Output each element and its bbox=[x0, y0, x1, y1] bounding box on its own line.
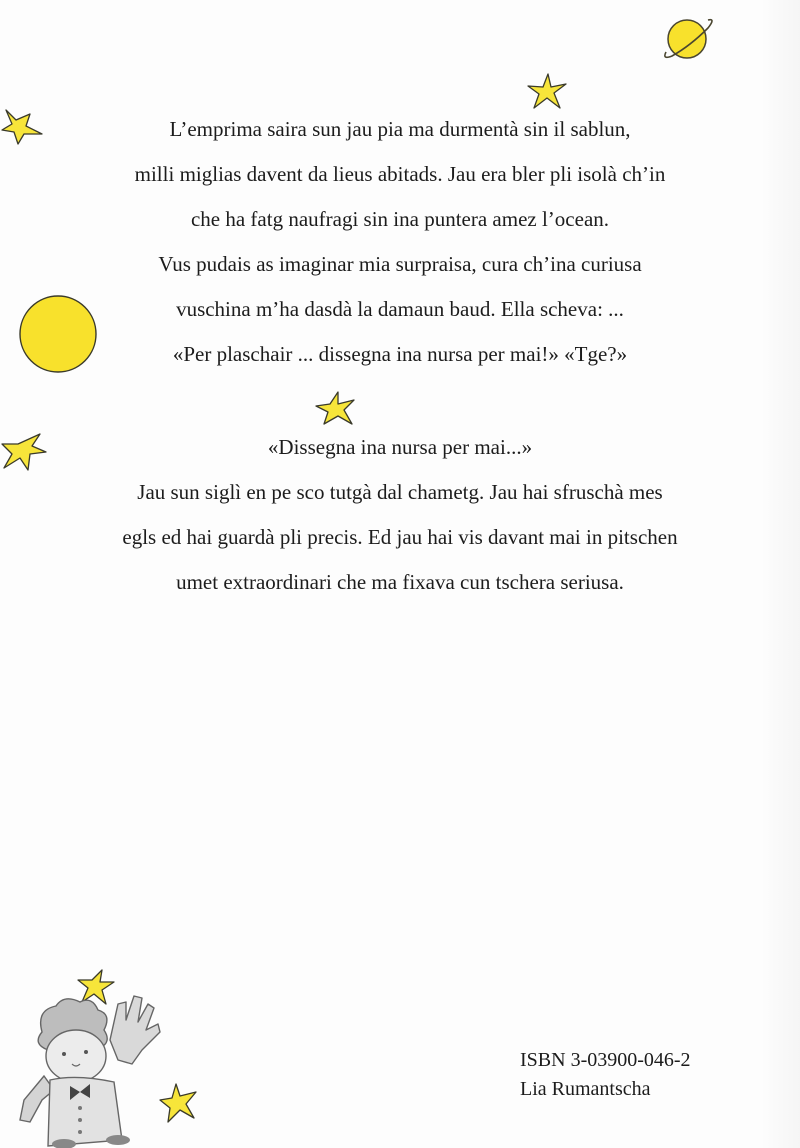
text-line: «Per plaschair ... dissegna ina nursa per mai!» «Tge?» bbox=[172, 342, 628, 366]
text-line: milli miglias davent da lieus abitads. Jau era bler pli isolà ch’in bbox=[134, 162, 666, 186]
text-line: che ha fatg naufragi sin ina puntera amez l’ocean. bbox=[190, 207, 610, 231]
text-line: L’emprima saira sun jau pia ma durmentà sin il sablun, bbox=[169, 117, 631, 141]
text-line: vuschina m’ha dasdà la damaun baud. Ella scheva: ... bbox=[176, 297, 624, 321]
star-icon bbox=[526, 72, 570, 112]
publication-info bbox=[520, 1046, 691, 1104]
text-line: egls ed hai guardà pli precis. Ed jau hai vis davant mai in pitschen bbox=[122, 525, 678, 549]
isbn-number: ISBN 3-03900-046-2 bbox=[520, 1049, 691, 1071]
text-line: umet extraordinari che ma fixava cun tschera seriusa. bbox=[176, 570, 624, 594]
star-icon bbox=[314, 390, 358, 428]
story-paragraph-1 bbox=[0, 107, 800, 377]
text-line: Vus pudais as imaginar mia surpraisa, cura ch’ina curiusa bbox=[158, 252, 642, 276]
story-paragraph-2 bbox=[0, 425, 800, 605]
publisher-name: Lia Rumantscha bbox=[520, 1078, 651, 1100]
text-line: Jau sun siglì en pe sco tutgà dal chametg. Jau hai sfruschà mes bbox=[137, 480, 663, 504]
star-icon bbox=[158, 1082, 200, 1124]
text-line: «Dissegna ina nursa per mai...» bbox=[267, 435, 533, 459]
planet-icon bbox=[660, 12, 716, 64]
little-prince-illustration bbox=[14, 990, 164, 1148]
